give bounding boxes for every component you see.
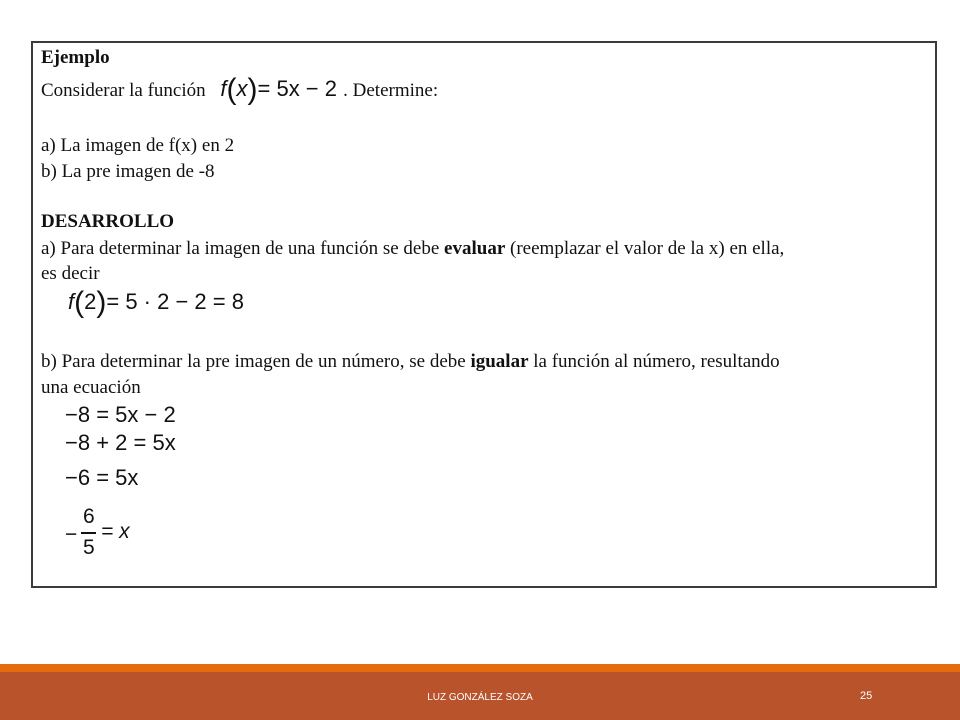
page-number: 25 [860,690,873,702]
equation-step-1: −8 = 5x − 2 [65,402,176,427]
equation-step-3: −6 = 5x [65,465,139,490]
consider-line [41,75,438,105]
consider-prefix: Considerar la función [41,80,206,101]
fraction-numerator: 6 [83,505,95,528]
consider-suffix: . Determine: [343,80,439,101]
part-a-line2: es decir [41,263,100,284]
footer-accent-bar [0,664,960,672]
part-b-line2: una ecuación [41,377,141,398]
part-b-line1: b) Para determinar la pre imagen de un número, se debe igualar la función al número, resultando [41,351,780,372]
part-a-line1: a) Para determinar la imagen de una función se debe evaluar (reemplazar el valor de la x) en ella, [41,238,785,259]
fraction-denominator: 5 [83,536,95,559]
fraction-rhs: = x [101,520,130,543]
example-heading: Ejemplo [41,47,110,68]
item-b: b) La pre imagen de -8 [41,161,215,182]
item-a: a) La imagen de f(x) en 2 [41,135,235,156]
evaluation-equation: f(2)= 5 · 2 − 2 = 8 [68,286,244,319]
function-definition: f(x)= 5x − 2 [220,73,338,106]
development-heading: DESARROLLO [41,211,175,232]
fraction-minus: − [65,523,78,546]
equation-step-2: −8 + 2 = 5x [65,430,176,455]
footer-author: LUZ GONZÁLEZ SOZA [427,692,533,703]
fraction-bar [81,532,96,534]
